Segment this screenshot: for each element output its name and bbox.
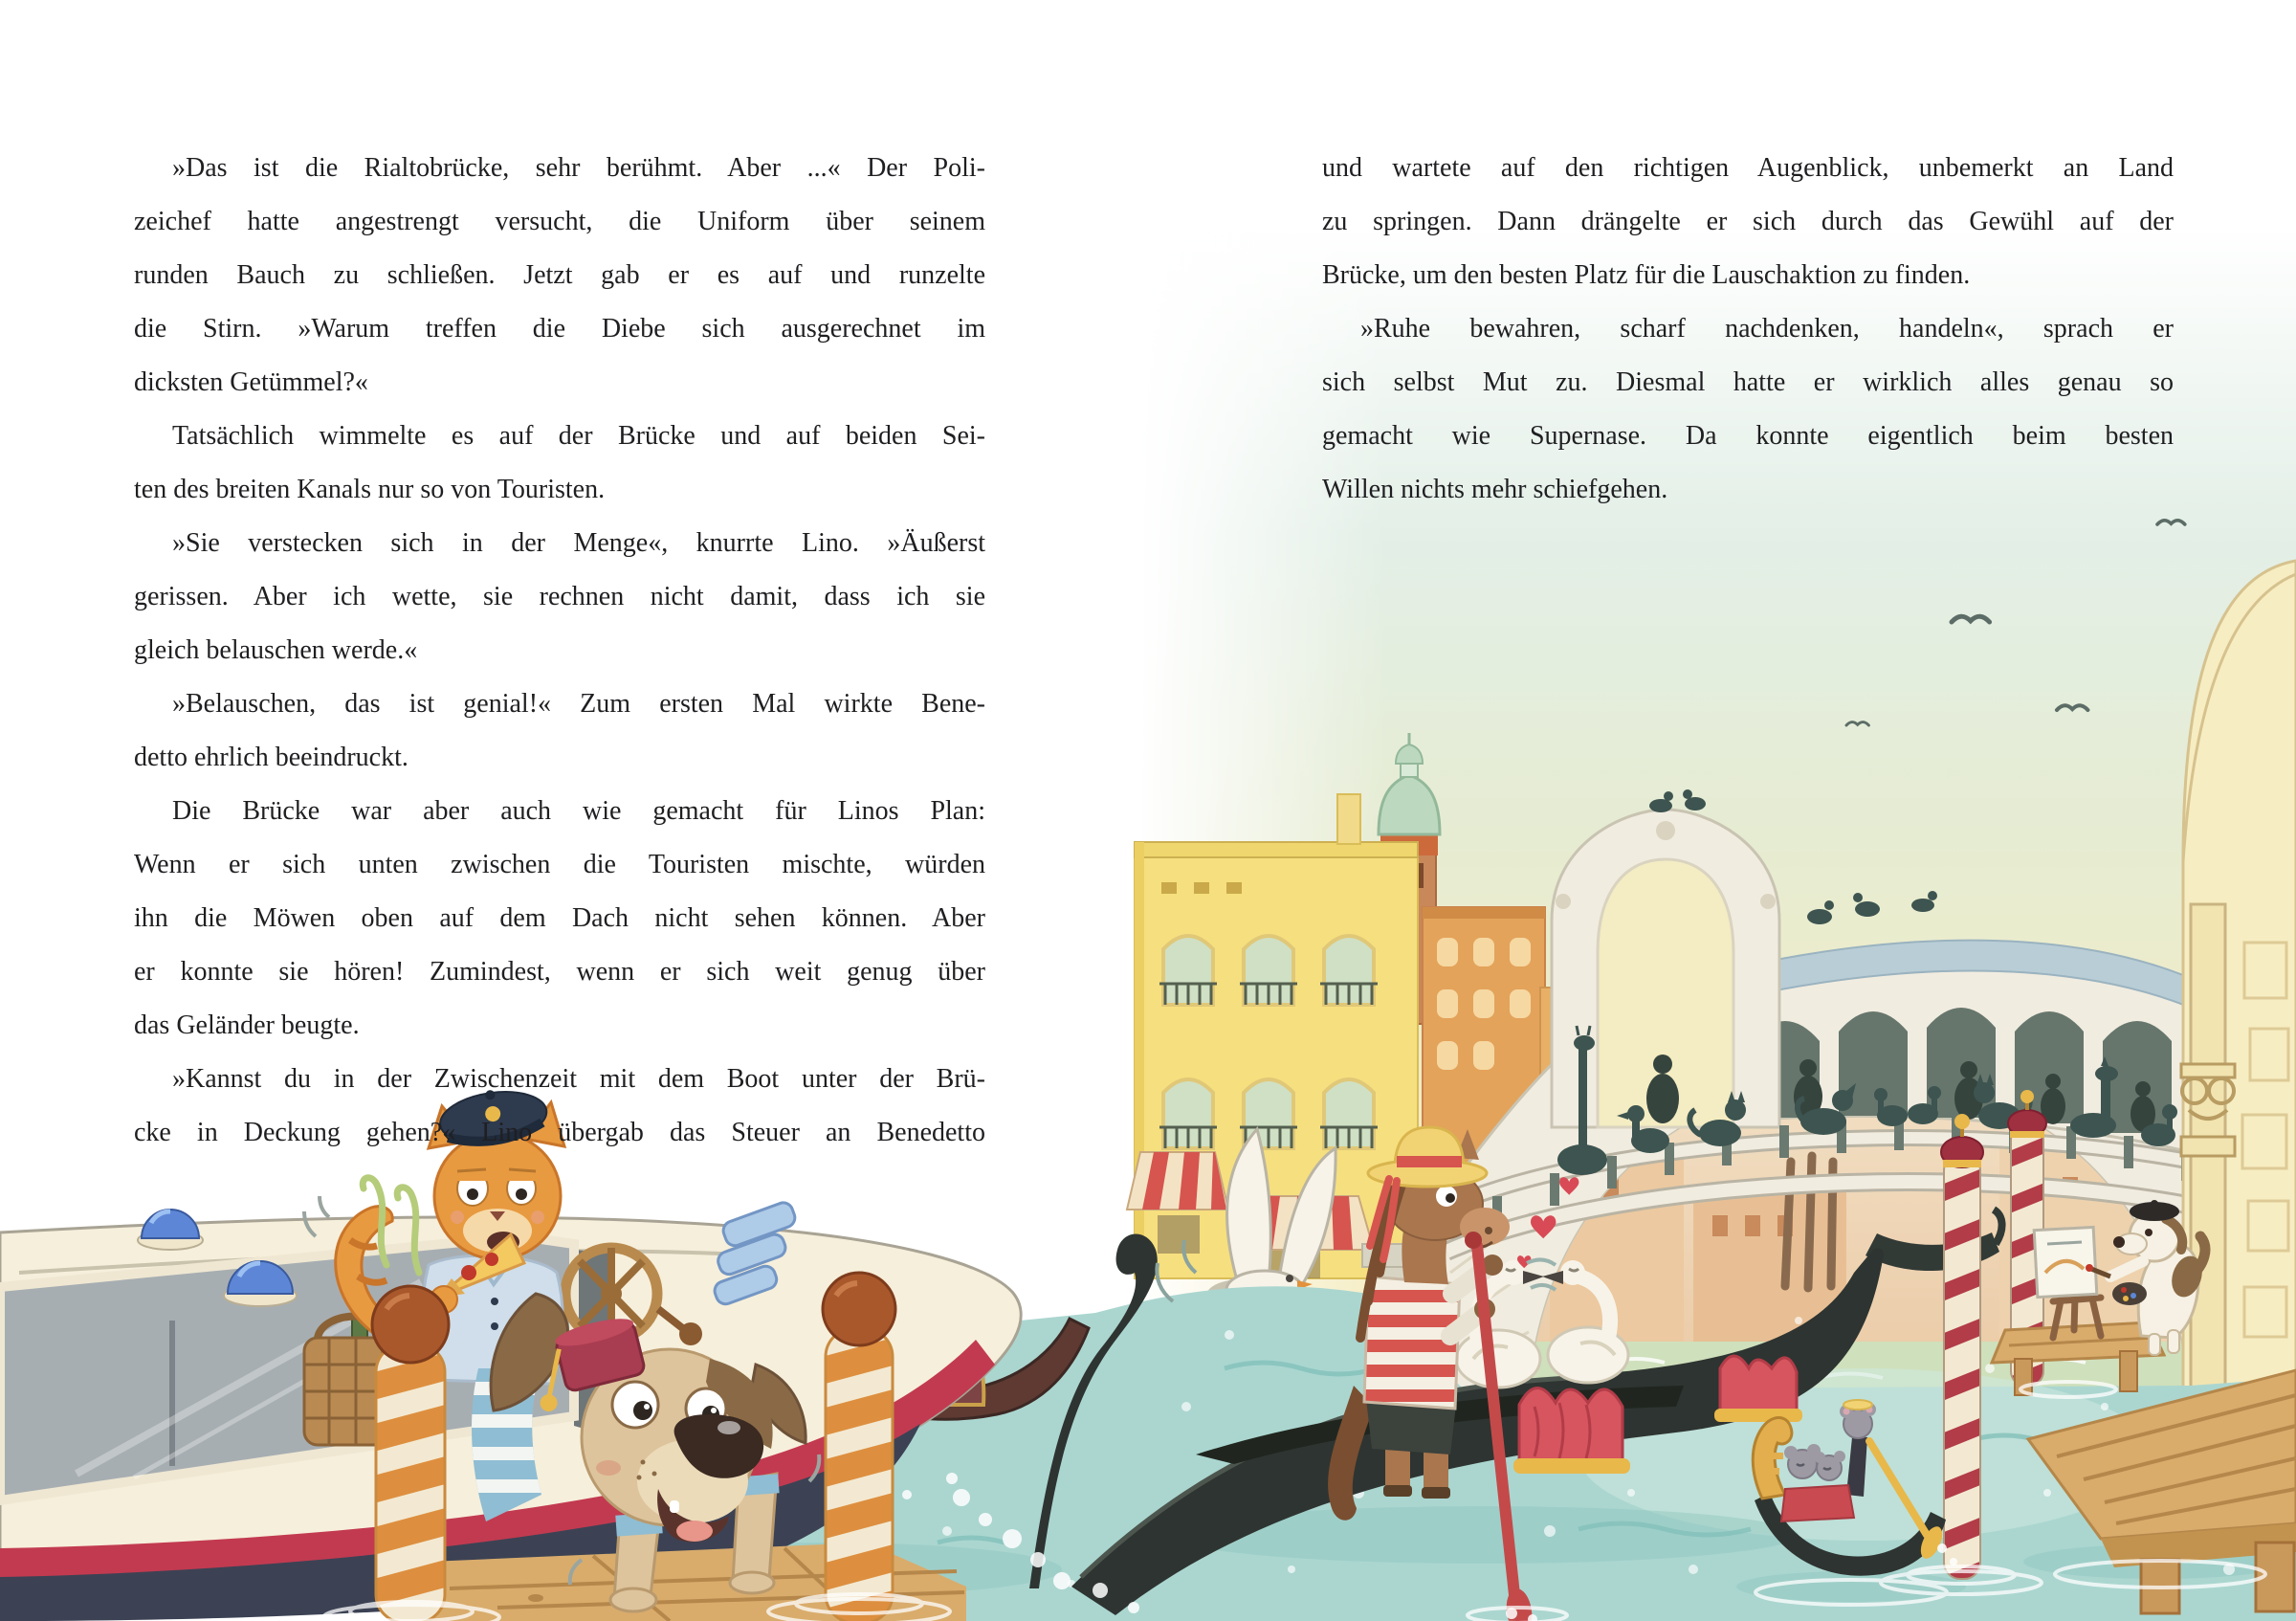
text-line: sich selbst Mut zu. Diesmal hatte er wirklich alles genau so xyxy=(1322,367,2174,397)
text-line: runden Bauch zu schließen. Jetzt gab er es auf und runzelte xyxy=(134,260,985,290)
text-line: Willen nichts mehr schiefgehen. xyxy=(1322,475,1668,504)
striped-awning-left xyxy=(1127,1152,1228,1210)
text-line: Wenn er sich unten zwischen die Touristen mischte, würden xyxy=(134,850,985,879)
text-line: Brücke, um den besten Platz für die Lauschaktion zu finden. xyxy=(1322,260,1971,290)
text-line: er konnte sie hören! Zumindest, wenn er sich weit genug über xyxy=(134,957,985,987)
text-line: dicksten Getümmel?« xyxy=(134,367,368,397)
palazzo-attic-dots xyxy=(1161,882,1242,894)
text-line: gleich belauschen werde.« xyxy=(134,635,418,665)
text-line: »Belauschen, das ist genial!« Zum ersten Mal wirkte Bene- xyxy=(172,689,985,719)
rear-seat xyxy=(1714,1356,1802,1422)
text-line: »Ruhe bewahren, scharf nachdenken, handeln«, sprach er xyxy=(1360,314,2174,344)
text-line: detto ehrlich beeindruckt. xyxy=(134,743,408,772)
text-line: zu springen. Dann drängelte er sich durch das Gewühl auf der xyxy=(1322,207,2174,236)
text-line: und wartete auf den richtigen Augenblick, unbemerkt an Land xyxy=(1322,153,2174,183)
text-line: gemacht wie Supernase. Da konnte eigentlich beim besten xyxy=(1322,421,2174,451)
text-line: Tatsächlich wimmelte es auf der Brücke und auf beiden Sei- xyxy=(172,421,985,451)
front-seat xyxy=(1513,1388,1630,1474)
left-page-text xyxy=(134,142,985,1160)
text-line: »Sie verstecken sich in der Menge«, knurrte Lino. »Äußerst xyxy=(172,528,985,558)
text-line: »Kannst du in der Zwischenzeit mit dem Boot unter der Brü- xyxy=(172,1064,985,1094)
text-line: die Stirn. »Warum treffen die Diebe sich ausgerechnet im xyxy=(134,314,985,344)
text-line: das Geländer beugte. xyxy=(134,1010,360,1040)
text-line: ihn die Möwen oben auf dem Dach nicht sehen können. Aber xyxy=(134,903,985,933)
text-line: ten des breiten Kanals nur so von Touristen. xyxy=(134,475,606,504)
text-line: »Das ist die Rialtobrücke, sehr berühmt. Aber ...« Der Poli- xyxy=(172,153,985,183)
right-page-text xyxy=(1322,142,2174,517)
text-line: gerissen. Aber ich wette, sie rechnen nicht damit, dass ich sie xyxy=(134,582,985,611)
text-line: Die Brücke war aber auch wie gemacht für Linos Plan: xyxy=(172,796,985,826)
text-line: zeichef hatte angestrengt versucht, die Uniform über seinem xyxy=(134,207,985,236)
text-line: cke in Deckung gehen?« Lino übergab das Steuer an Benedetto xyxy=(134,1118,985,1147)
